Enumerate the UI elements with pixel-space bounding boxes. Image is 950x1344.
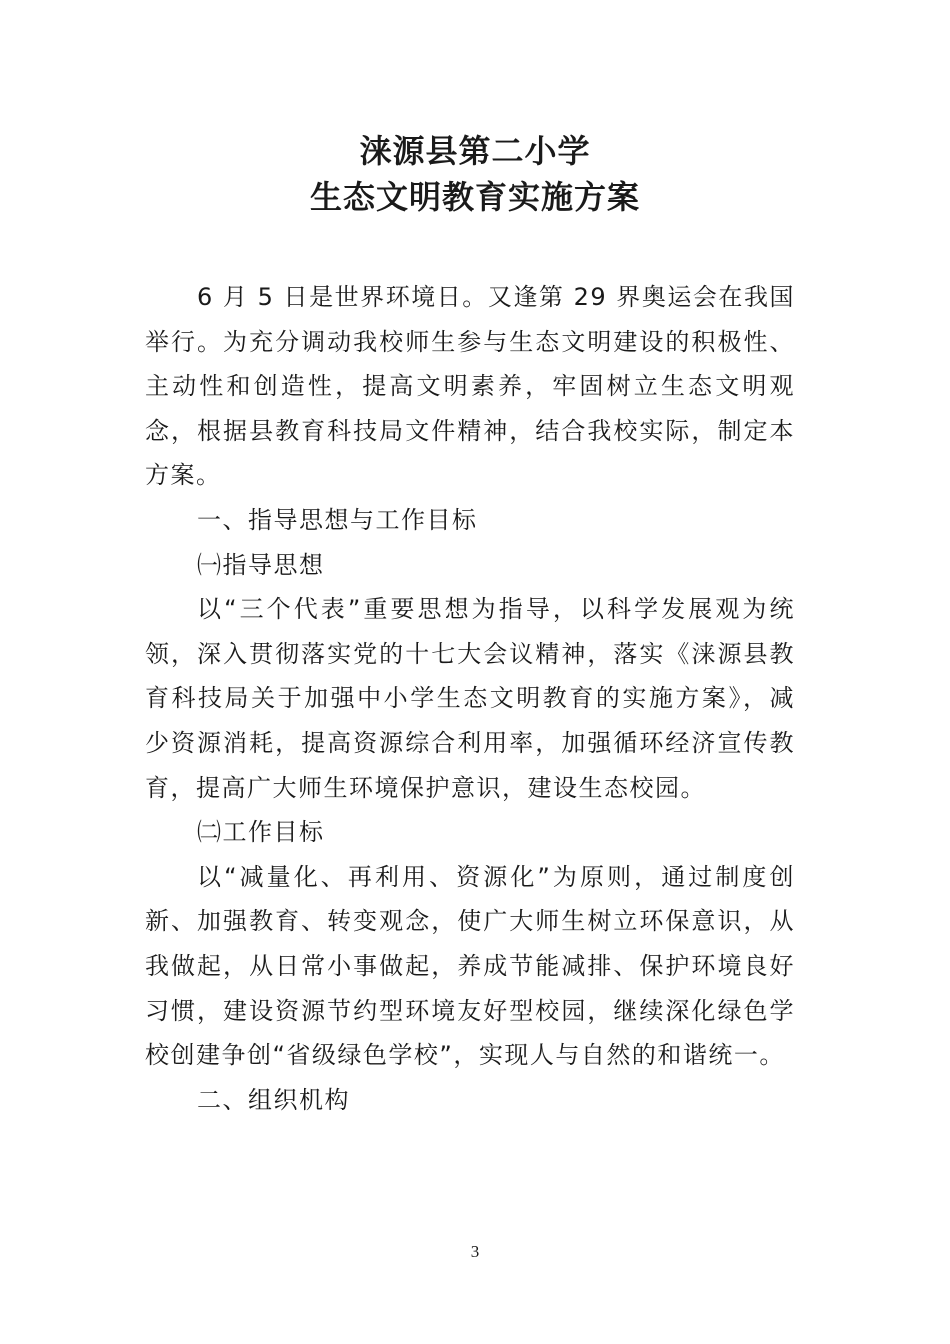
guiding-thought-paragraph: 以“三个代表”重要思想为指导，以科学发展观为统领，深入贯彻落实党的十七大会议精神，落实《涞源县教育科技局关于加强中小学生态文明教育的实施方案》，减少资源消耗，提高资源综合利用率，加强循环经济宣传教育，提高广大师生环境保护意识，建设生态校园。 (145, 595, 795, 802)
section-heading-guiding-thought-and-goals: 一、指导思想与工作目标 (197, 505, 478, 534)
subsection-heading-work-goals: ㈡工作目标 (197, 818, 325, 847)
section-heading-organization: 二、组织机构 (197, 1085, 350, 1114)
document-title: 涞源县第二小学 (359, 132, 591, 170)
work-goals-paragraph: 以“减量化、再利用、资源化”为原则，通过制度创新、加强教育、转变观念，使广大师生树立环保意识，从我做起，从日常小事做起，养成节能减排、保护环境良好习惯，建设资源节约型环境友好型校园，继续深化绿色学校创建争创“省级绿色学校”，实现人与自然的和谐统一。 (145, 862, 795, 1070)
document-subtitle: 生态文明教育实施方案 (309, 178, 640, 216)
subsection-heading-guiding-thought: ㈠指导思想 (197, 550, 325, 579)
page-number: 3 (470, 1242, 480, 1261)
document-body (145, 275, 795, 1122)
intro-paragraph: 6 月 5 日是世界环境日。又逢第 29 界奥运会在我国举行。为充分调动我校师生参与生态文明建设的积极性、主动性和创造性，提高文明素养，牢固树立生态文明观念，根据县教育科技局文件精神，结合我校实际，制定本方案。 (145, 283, 795, 490)
